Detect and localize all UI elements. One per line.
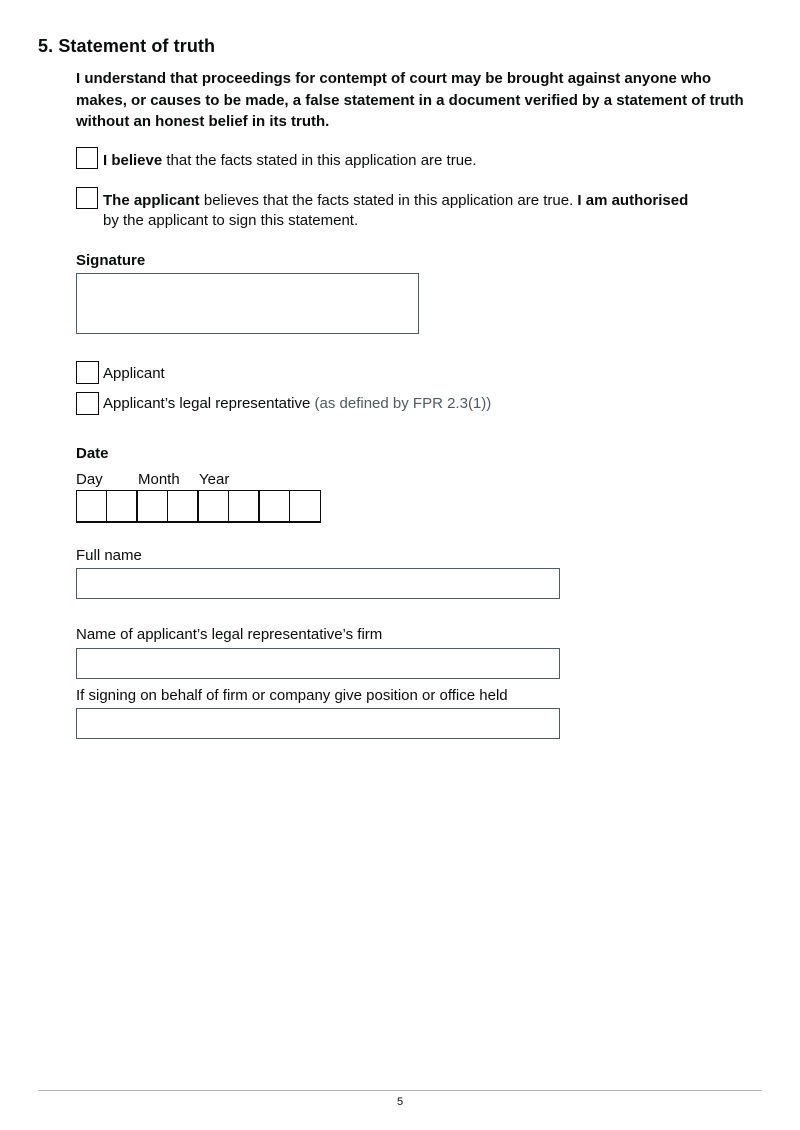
signature-label: Signature bbox=[76, 252, 146, 269]
legal-rep-label bbox=[103, 395, 491, 412]
applicant-believes-statement bbox=[103, 191, 763, 231]
position-label: If signing on behalf of firm or company give position or office held bbox=[76, 687, 508, 704]
legal-rep-text: Applicant’s legal representative bbox=[103, 395, 311, 412]
applicant-believes-checkbox[interactable] bbox=[76, 187, 98, 209]
legal-rep-note: (as defined by FPR 2.3(1)) bbox=[310, 395, 492, 412]
authorised-text: by the applicant to sign this statement. bbox=[103, 212, 359, 229]
i-believe-text: that the facts stated in this application are true. bbox=[162, 152, 477, 169]
i-believe-bold: I believe bbox=[103, 152, 163, 169]
applicant-believes-text: believes that the facts stated in this application are true. bbox=[199, 192, 578, 209]
date-label: Date bbox=[76, 445, 109, 462]
date-year-label: Year bbox=[199, 471, 230, 488]
date-year-digit-4[interactable] bbox=[289, 490, 321, 523]
applicant-bold: The applicant bbox=[103, 192, 200, 209]
date-day-label: Day bbox=[76, 471, 103, 488]
section-title: 5. Statement of truth bbox=[38, 36, 216, 56]
date-month-digit-2[interactable] bbox=[167, 490, 198, 523]
footer-divider bbox=[38, 1090, 762, 1091]
date-month-label: Month bbox=[138, 471, 180, 488]
date-year-digit-3[interactable] bbox=[259, 490, 290, 523]
page-number: 5 bbox=[396, 1096, 404, 1108]
signature-box[interactable] bbox=[76, 273, 419, 334]
date-month-digit-1[interactable] bbox=[137, 490, 168, 523]
date-year-digit-2[interactable] bbox=[228, 490, 259, 523]
date-year-digit-1[interactable] bbox=[198, 490, 229, 523]
full-name-field[interactable] bbox=[76, 568, 560, 599]
firm-field[interactable] bbox=[76, 648, 560, 679]
position-field[interactable] bbox=[76, 708, 560, 739]
statement-intro: I understand that proceedings for contempt of court may be brought against anyone who makes, or causes to be made, a false statement in a document verified by a statement of truth without an honest belief in its truth. bbox=[76, 70, 744, 130]
i-believe-statement bbox=[103, 151, 763, 171]
full-name-label: Full name bbox=[76, 547, 142, 564]
firm-label: Name of applicant’s legal representative’s firm bbox=[76, 626, 383, 643]
date-day-digit-2[interactable] bbox=[106, 490, 137, 523]
applicant-label: Applicant bbox=[103, 365, 165, 382]
i-believe-checkbox[interactable] bbox=[76, 147, 98, 169]
applicant-checkbox[interactable] bbox=[76, 361, 99, 384]
authorised-bold: I am authorised bbox=[577, 192, 689, 209]
legal-rep-checkbox[interactable] bbox=[76, 392, 99, 415]
date-day-digit-1[interactable] bbox=[76, 490, 107, 523]
